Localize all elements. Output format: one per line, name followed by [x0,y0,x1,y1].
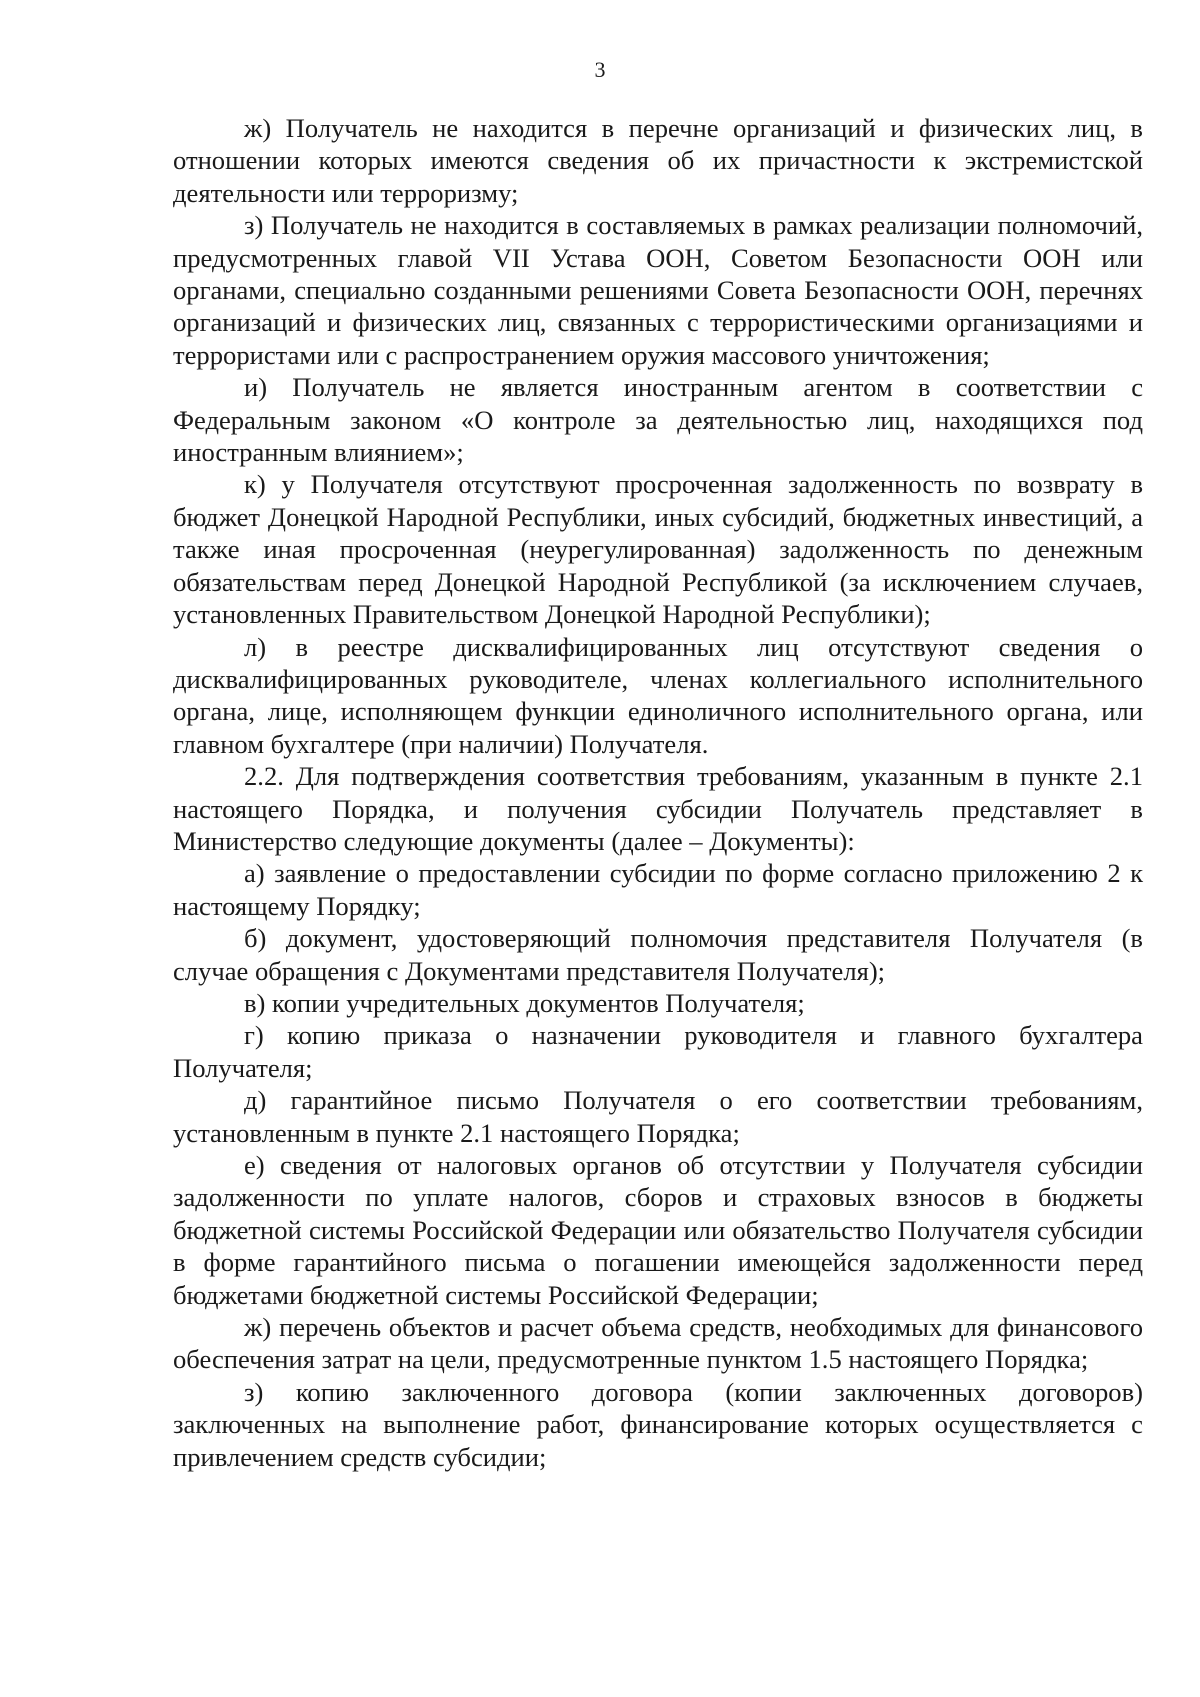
paragraph-v-founding-docs: в) копии учредительных документов Получателя; [244,987,805,1018]
paragraph-e-tax-info: е) сведения от налоговых органов об отсутствии у Получателя субсидии задолженности по уплате налогов, сборов и страховых взносов в бюджеты бюджетной системы Российской Федерации или обязательство Получателя субсидии в форме гарантийного письма о погашении имеющейся задолженности перед бюджетами бюджетной системы Российской Федерации; [173,1150,1143,1310]
paragraph-g-order-copy: г) копию приказа о назначении руководителя и главного бухгалтера Получателя; [173,1020,1143,1083]
paragraph-k-debt: к) у Получателя отсутствуют просроченная задолженность по возврату в бюджет Донецкой Народной Республики, иных субсидий, бюджетных инвестиций, а также иная просроченная (неурегулированная) задолженность по денежным обязательствам перед Донецкой Народной Республикой (за исключением случаев, установленных Правительством Донецкой Народной Республики); [173,469,1143,630]
paragraph-a-application: а) заявление о предоставлении субсидии по форме согласно приложению 2 к настоящему Порядку; [173,858,1143,921]
document-body [173,112,1143,1473]
paragraph-i-foreign-agent: и) Получатель не является иностранным агентом в соответствии с Федеральным законом «О контроле за деятельностью лиц, находящихся под иностранным влиянием»; [173,372,1143,468]
paragraph-l-disqualified: л) в реестре дисквалифицированных лиц отсутствуют сведения о дисквалифицированных руководителе, членах коллегиального исполнительного органа, лице, исполняющем функции единоличного исполнительного органа, или главном бухгалтере (при наличии) Получателя. [173,631,1143,759]
paragraph-zh-extremism: ж) Получатель не находится в перечне организаций и физических лиц, в отношении которых имеются сведения об их причастности к экстремистской деятельности или терроризму; [173,113,1143,208]
paragraph-b-authority: б) документ, удостоверяющий полномочия представителя Получателя (в случае обращения с Документами представителя Получателя); [173,923,1143,986]
paragraph-zh-objects-list: ж) перечень объектов и расчет объема средств, необходимых для финансового обеспечения затрат на цели, предусмотренные пунктом 1.5 настоящего Порядка; [173,1312,1143,1375]
paragraph-z-contract-copy: з) копию заключенного договора (копии заключенных договоров) заключенных на выполнение работ, финансирование которых осуществляется с привлечением средств субсидии; [173,1376,1143,1472]
paragraph-2-2-documents: 2.2. Для подтверждения соответствия требованиям, указанным в пункте 2.1 настоящего Порядка, и получения субсидии Получатель представляет в Министерство следующие документы (далее – Документы): [173,761,1143,856]
paragraph-d-guarantee-letter: д) гарантийное письмо Получателя о его соответствии требованиям, установленным в пункте 2.1 настоящего Порядка; [173,1085,1143,1148]
page-number: 3 [594,57,606,82]
paragraph-z-un-lists: з) Получатель не находится в составляемых в рамках реализации полномочий, предусмотренных главой VII Устава ООН, Советом Безопасности ООН или органами, специально созданными решениями Совета Безопасности ООН, перечнях организаций и физических лиц, связанных с террористическими организациями и террористами или с распространением оружия массового уничтожения; [173,210,1143,370]
